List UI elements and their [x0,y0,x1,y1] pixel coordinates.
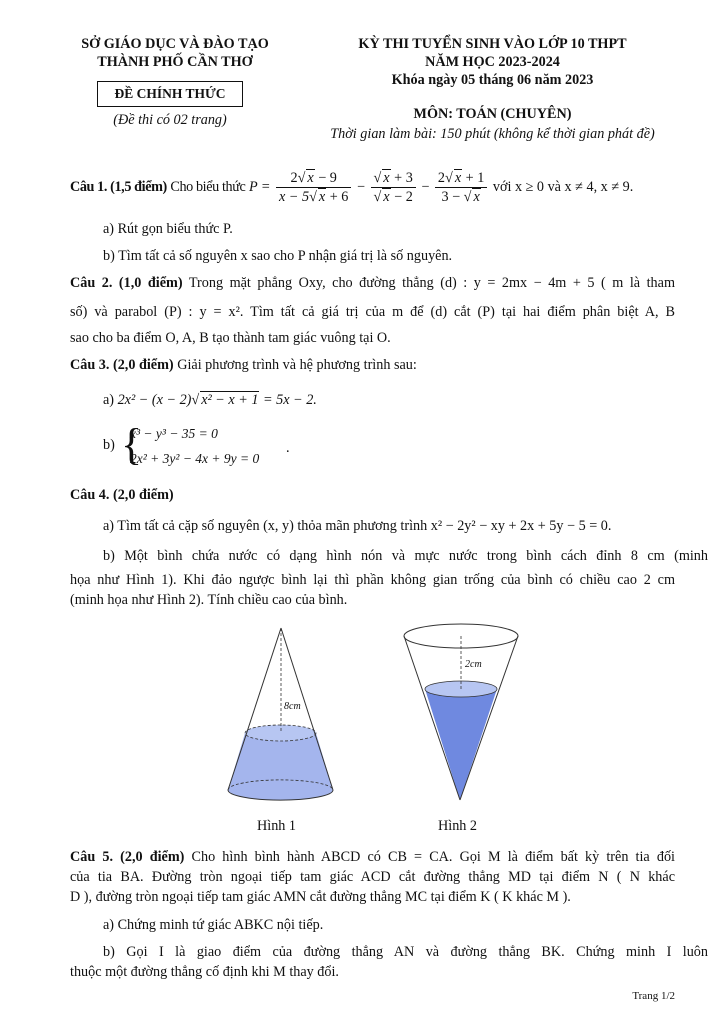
fig1-water-surface [245,725,316,741]
q2-line1: Câu 2. (1,0 điểm) Trong mặt phẳng Oxy, cho đường thẳng (d) : y = 2mx − 4m + 5 ( m là tham [70,275,675,291]
q5-line3: D ), đường tròn ngoại tiếp tam giác AMN cắt đường thẳng MC tại điểm K ( K khác M ). [70,889,571,905]
q4-part-b-line1: b) Một bình chứa nước có dạng hình nón và mực nước trong bình cách đỉnh 8 cm (minh [103,548,708,564]
fraction-1: $\frac{2√ x - 9}{x - 5√ x + 6}$ [276,169,351,206]
school-year: NĂM HỌC 2023-2024 [425,54,560,70]
q3-part-b: b) { x³ − y³ − 35 = 0 2x² + 3y² − 4x + 9y = 0 . [103,420,290,469]
q1-condition: với x ≥ 0 và x ≠ 4, x ≠ 9. [492,179,634,195]
q4-header: Câu 4. (2,0 điểm) [70,487,174,503]
org-line2: THÀNH PHỐ CẦN THƠ [97,54,253,70]
q3-part-a: a) 2x² − (x − 2)√ x² − x + 1 = 5x − 2. [103,392,317,408]
exam-date: Khóa ngày 05 tháng 06 năm 2023 [391,72,594,88]
subject: MÔN: TOÁN (CHUYÊN) [413,106,572,122]
figure-1 [228,628,333,800]
exam-title: KỲ THI TUYỂN SINH VÀO LỚP 10 THPT [358,36,627,52]
q1-part-b: b) Tìm tất cả số nguyên x sao cho P nhận giá trị là số nguyên. [103,248,453,264]
fig2-height-label: 2cm [465,659,482,670]
page-number: Trang 1/2 [632,990,675,1002]
q4-part-b-line3: (minh họa như Hình 2). Tính chiều cao của bình. [70,592,348,608]
figure-2 [404,624,518,800]
pages-note: (Đề thi có 02 trang) [113,112,227,128]
question-1-stem: Câu 1. (1,5 điểm) Cho biểu thức P = $\frac{2√ x - 9}{x - 5√ x + 6}$ − $\frac{√ x + 3}{√ x - 2}$ − $\frac{2√ x + 1}{3 - √ x}$ với x ≥ 0 và x ≠ 4, x ≠ 9. [70,170,634,206]
q2-line2: số) và parabol (P) : y = x². Tìm tất cả giá trị của m để (d) cắt (P) tại hai điểm phân biệt A, B [70,304,675,320]
figure-2-caption: Hình 2 [438,818,478,834]
q5-part-b-line2: thuộc một đường thẳng cố định khi M thay đổi. [70,964,339,980]
official-badge: ĐỀ CHÍNH THỨC [97,81,243,107]
fraction-3: $\frac{2√ x + 1}{3 - √ x}$ [435,169,487,206]
q1-label: Câu 1. (1,5 điểm) [70,179,167,195]
q1-p-eq: P = [248,179,271,195]
q4-part-a: a) Tìm tất cả cặp số nguyên (x, y) thỏa mãn phương trình x² − 2y² − xy + 2x + 5y − 5 = 0. [103,518,612,534]
time-note: Thời gian làm bài: 150 phút (không kể thời gian phát đề) [330,126,655,142]
q5-part-b-line1: b) Gọi I là giao điểm của đường thẳng AN và đường thẳng BK. Chứng minh I luôn [103,944,708,960]
q5-part-a: a) Chứng minh tứ giác ABKC nội tiếp. [103,917,324,933]
org-line1: SỞ GIÁO DỤC VÀ ĐÀO TẠO [81,36,269,52]
q1-part-a: a) Rút gọn biểu thức P. [103,221,233,237]
q5-line2: của tia BA. Đường tròn ngoại tiếp tam giác ACD cắt đường thẳng MD tại điểm N ( N khác [70,869,675,885]
q5-line1: Câu 5. (2,0 điểm) Cho hình bình hành ABCD có CB = CA. Gọi M là điểm bất kỳ trên tia đối [70,849,675,865]
q1-intro: Cho biểu thức [170,179,246,195]
figure-1-caption: Hình 1 [257,818,297,834]
q3-header: Câu 3. (2,0 điểm) Giải phương trình và hệ phương trình sau: [70,357,417,373]
fig2-water [425,689,497,800]
brace: { [121,420,143,469]
q2-line3: sao cho ba điểm O, A, B tạo thành tam giác vuông tại O. [70,330,391,346]
q4-part-b-line2: họa như Hình 1). Khi đảo ngược bình lại thì phần không gian trống của bình có chiều cao 2 cm [70,572,675,588]
fig1-height-label: 8cm [284,701,301,712]
fraction-2: $\frac{√ x + 3}{√ x - 2}$ [371,169,416,206]
